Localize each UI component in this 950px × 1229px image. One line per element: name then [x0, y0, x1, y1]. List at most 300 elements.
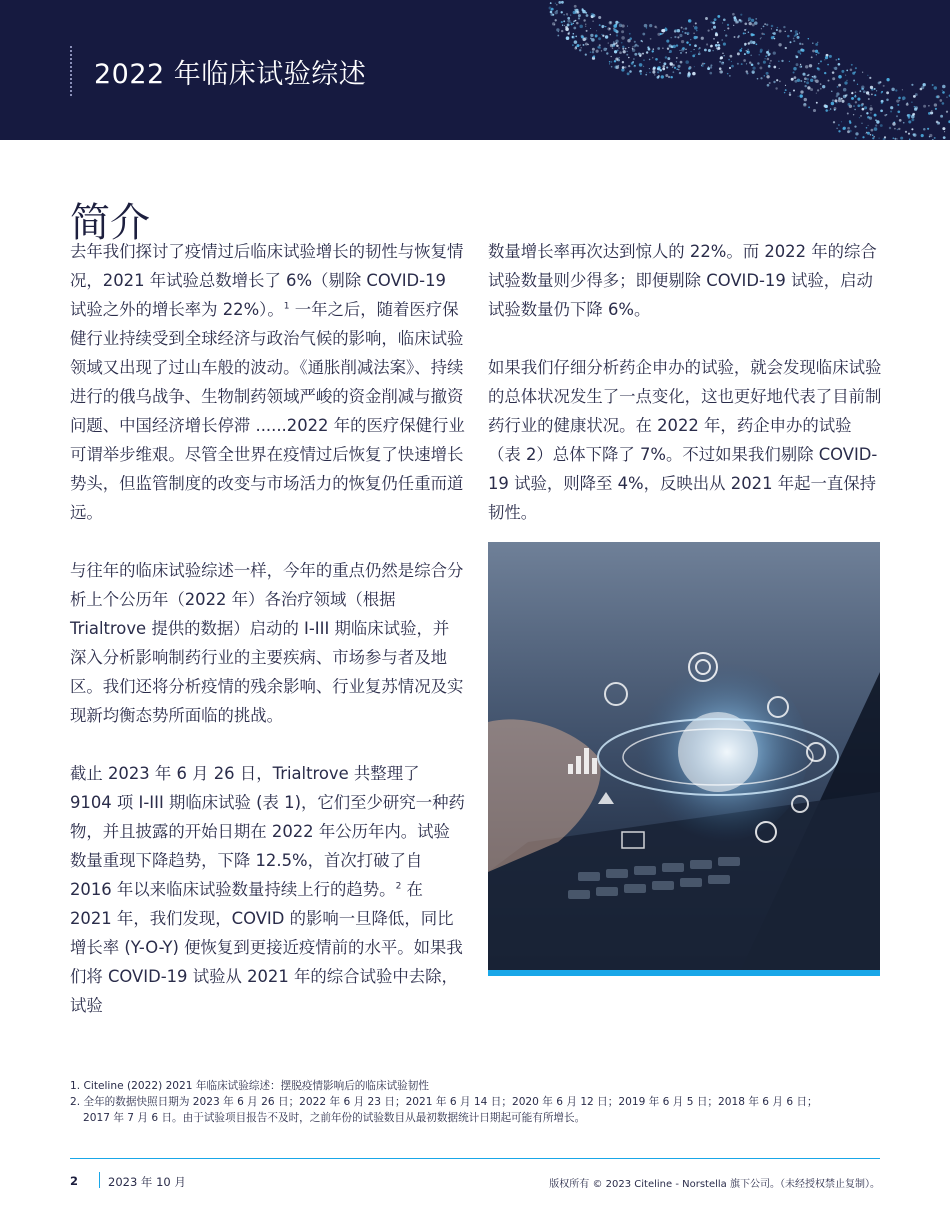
decorative-dot [942, 85, 946, 89]
decorative-dot [591, 38, 595, 42]
decorative-dot [597, 46, 599, 48]
decorative-dot [621, 24, 624, 27]
decorative-dot [640, 73, 642, 75]
decorative-dot [864, 106, 867, 109]
decorative-dot [655, 58, 658, 61]
decorative-dot [632, 61, 634, 63]
decorative-dot [804, 77, 807, 80]
decorative-dot [749, 62, 751, 64]
decorative-dot [878, 81, 881, 84]
decorative-dot [767, 84, 770, 87]
decorative-dot [899, 100, 900, 101]
decorative-dot [790, 30, 792, 32]
decorative-dot [855, 137, 857, 139]
decorative-dot [777, 27, 778, 28]
decorative-dot [578, 17, 580, 19]
decorative-dot [861, 86, 864, 89]
decorative-dot [771, 25, 774, 28]
decorative-dot [676, 61, 677, 62]
decorative-dot [680, 52, 682, 54]
decorative-dot [663, 62, 666, 65]
decorative-dot [558, 1, 561, 4]
decorative-dot [943, 136, 946, 139]
decorative-dot [721, 61, 724, 64]
decorative-dot [658, 77, 659, 78]
decorative-dot [776, 79, 778, 81]
decorative-dot [846, 70, 848, 72]
decorative-dot [568, 33, 570, 35]
decorative-dot [870, 134, 872, 136]
decorative-dot [817, 42, 819, 44]
decorative-dot [555, 3, 556, 4]
decorative-dot [550, 11, 553, 14]
decorative-dot [781, 60, 783, 62]
decorative-dot [886, 78, 889, 81]
decorative-dot [879, 138, 880, 139]
decorative-dot [621, 68, 624, 71]
footnote-2: 2. 全年的数据快照日期为 2023 年 6 月 26 日；2022 年 6 月 23 日；2021 年 6 月 14 日；2020 年 6 月 12 日；2019 年 6 月 5 日；2018 年 6 月 6 日； [70, 1096, 818, 1108]
decorative-dot [866, 127, 868, 129]
decorative-dot [728, 59, 730, 61]
decorative-dot [572, 44, 574, 46]
decorative-dot [756, 43, 758, 45]
header-title: 2022 年临床试验综述 [94, 59, 367, 90]
decorative-dot [894, 128, 896, 130]
decorative-dot [724, 30, 725, 31]
decorative-dot [684, 32, 686, 34]
decorative-dot [793, 71, 795, 73]
decorative-dot [627, 72, 630, 75]
decorative-dot [783, 26, 785, 28]
decorative-dot [567, 15, 568, 16]
decorative-dot [729, 75, 730, 76]
decorative-dot [632, 48, 634, 50]
decorative-dot [849, 120, 851, 122]
right-column [488, 237, 883, 556]
decorative-dot [946, 111, 948, 113]
decorative-dot [610, 34, 612, 36]
decorative-dot [551, 8, 554, 11]
decorative-dot [574, 47, 577, 50]
decorative-dot [693, 32, 695, 34]
decorative-dot [804, 85, 806, 87]
decorative-dot [837, 86, 839, 88]
decorative-dot [897, 129, 899, 131]
decorative-dot [816, 54, 817, 55]
decorative-dot [799, 94, 802, 97]
decorative-dot [857, 84, 858, 85]
decorative-dot [892, 122, 895, 125]
decorative-dot [825, 105, 828, 108]
decorative-dot [867, 75, 868, 76]
decorative-dot [808, 38, 809, 39]
decorative-dot [841, 98, 843, 100]
decorative-dot [666, 67, 668, 69]
decorative-dot [666, 40, 669, 43]
decorative-dot [825, 56, 828, 59]
decorative-dot [773, 51, 776, 54]
decorative-dot [815, 43, 818, 46]
decorative-dot [831, 91, 832, 92]
decorative-dot [727, 73, 729, 75]
decorative-dot [719, 61, 721, 63]
decorative-dot [838, 97, 840, 99]
decorative-dot [880, 110, 882, 112]
decorative-dot [772, 33, 773, 34]
decorative-dot [550, 2, 552, 4]
decorative-dot [645, 74, 647, 76]
decorative-dot [820, 60, 822, 62]
decorative-dot [616, 34, 618, 36]
decorative-dot [576, 22, 579, 25]
decorative-dot [800, 53, 802, 55]
decorative-dot [909, 139, 911, 140]
decorative-dot [737, 52, 740, 55]
decorative-dot [643, 59, 644, 60]
decorative-dot [659, 62, 660, 63]
decorative-dot [942, 102, 945, 105]
decorative-dot [874, 94, 876, 96]
decorative-dot [710, 21, 712, 23]
left-column [70, 237, 465, 1049]
decorative-dot [806, 81, 809, 84]
decorative-dot [808, 106, 810, 108]
decorative-dot [890, 111, 892, 113]
decorative-dot [707, 67, 710, 70]
decorative-dot [613, 24, 617, 28]
decorative-dot [622, 66, 625, 69]
decorative-dot [942, 127, 945, 130]
decorative-dot [745, 33, 746, 34]
decorative-dot [561, 21, 563, 23]
decorative-dot [898, 128, 900, 130]
decorative-dot [905, 131, 907, 133]
decorative-dot [580, 47, 582, 49]
decorative-dot [581, 36, 584, 39]
decorative-dot [555, 19, 557, 21]
decorative-dot [644, 24, 648, 28]
decorative-dot [619, 51, 622, 54]
decorative-dot [812, 50, 815, 53]
decorative-dot [733, 25, 734, 26]
decorative-dot [911, 128, 913, 130]
decorative-dot [743, 32, 745, 34]
decorative-dot [913, 95, 916, 98]
decorative-dot [911, 115, 915, 119]
decorative-dot [619, 60, 620, 61]
decorative-dot [570, 14, 571, 15]
decorative-dot [585, 54, 587, 56]
decorative-dot [883, 85, 885, 87]
decorative-dot [789, 92, 790, 93]
decorative-dot [757, 62, 759, 64]
decorative-dot [906, 103, 909, 106]
decorative-dot [785, 47, 786, 48]
decorative-dot [815, 50, 818, 53]
decorative-dot [653, 48, 655, 50]
decorative-dot [817, 89, 819, 91]
decorative-dot [566, 36, 570, 40]
decorative-dot [652, 57, 653, 58]
copyright-notice: 版权所有 © 2023 Citeline - Norstella 旗下公司。（未经授权禁止复制）。 [549, 1179, 880, 1190]
decorative-dot [676, 57, 678, 59]
decorative-dot [836, 95, 838, 97]
decorative-dot [582, 10, 586, 14]
decorative-dot [785, 89, 787, 91]
decorative-dot [889, 127, 891, 129]
decorative-dot [662, 67, 665, 70]
decorative-dot [694, 66, 695, 67]
decorative-dot [870, 105, 871, 106]
decorative-dot [766, 51, 769, 54]
decorative-dot [902, 99, 903, 100]
decorative-dot [886, 91, 889, 94]
decorative-dot [629, 33, 631, 35]
decorative-dot [727, 24, 729, 26]
decorative-dot [896, 115, 898, 117]
decorative-dot [578, 14, 581, 17]
decorative-dot [838, 58, 840, 60]
decorative-dot [621, 30, 624, 33]
decorative-dot [665, 27, 666, 28]
decorative-dot [660, 33, 662, 35]
decorative-dot [751, 19, 754, 22]
decorative-dot [746, 72, 748, 74]
decorative-dot [649, 68, 650, 69]
decorative-dot [928, 105, 930, 107]
decorative-dot [932, 139, 934, 140]
decorative-dot [896, 100, 899, 103]
image-illustration [488, 542, 880, 976]
decorative-dot [862, 108, 865, 111]
decorative-dot [779, 30, 782, 33]
decorative-dot [743, 59, 746, 62]
decorative-dot [717, 15, 720, 18]
decorative-dot [626, 54, 628, 56]
decorative-dot [571, 23, 573, 25]
decorative-dot [739, 49, 742, 52]
decorative-dot [807, 86, 810, 89]
decorative-dot [802, 73, 805, 76]
decorative-dot [617, 50, 619, 52]
decorative-dot [731, 61, 732, 62]
laptop-digital-globe-image [488, 542, 880, 976]
decorative-dot [908, 133, 910, 135]
decorative-dot [694, 54, 695, 55]
decorative-dot [800, 80, 802, 82]
decorative-dot [685, 52, 687, 54]
decorative-dot [696, 30, 698, 32]
decorative-dot [563, 14, 564, 15]
decorative-dot [898, 97, 901, 100]
decorative-dot [752, 70, 755, 73]
decorative-dot [627, 26, 628, 27]
decorative-dot [676, 44, 678, 46]
decorative-dot [833, 67, 834, 68]
decorative-dot [561, 1, 564, 4]
decorative-dot [611, 56, 612, 57]
decorative-dot [720, 71, 723, 74]
decorative-dot [674, 36, 676, 38]
footnote-ref-2[interactable]: 2 [395, 881, 402, 892]
decorative-dot [567, 23, 570, 26]
decorative-dot [760, 49, 763, 52]
decorative-dot [668, 76, 670, 78]
decorative-dot [656, 28, 657, 29]
decorative-dot [932, 84, 934, 86]
decorative-dot [579, 25, 583, 29]
decorative-dot [944, 131, 945, 132]
decorative-dot [768, 54, 770, 56]
decorative-dot [847, 103, 850, 106]
decorative-dot [662, 29, 666, 32]
decorative-dot [657, 47, 660, 50]
decorative-dot [831, 102, 834, 105]
decorative-dot [872, 134, 874, 136]
decorative-dot [740, 14, 742, 16]
decorative-dot [615, 21, 618, 24]
decorative-dot [834, 67, 837, 70]
decorative-dot [771, 28, 772, 29]
decorative-dot [599, 24, 601, 26]
decorative-dot [763, 61, 766, 64]
decorative-dot [616, 66, 620, 70]
decorative-dot [841, 70, 844, 73]
decorative-dot [946, 97, 947, 98]
decorative-dot [582, 8, 584, 10]
decorative-dot [845, 95, 847, 97]
decorative-dot [874, 114, 877, 117]
decorative-dot [602, 26, 604, 28]
decorative-dots-graphic [530, 0, 950, 140]
decorative-dot [694, 44, 697, 47]
decorative-dot [779, 68, 780, 69]
decorative-dot [665, 74, 668, 77]
decorative-dot [642, 41, 643, 42]
decorative-dot [870, 86, 873, 89]
decorative-dot [583, 19, 585, 21]
decorative-dot [610, 44, 613, 47]
decorative-dot [574, 40, 578, 44]
decorative-dot [838, 84, 841, 87]
decorative-dot [673, 45, 676, 48]
decorative-dot [796, 63, 799, 66]
decorative-dot [832, 99, 834, 101]
header-divider [70, 46, 72, 96]
decorative-dot [710, 45, 713, 48]
decorative-dot [854, 109, 855, 110]
decorative-dot [596, 30, 597, 31]
decorative-dot [674, 30, 677, 33]
decorative-dot [902, 96, 906, 100]
decorative-dot [775, 87, 777, 89]
decorative-dot [766, 75, 769, 78]
decorative-dot [859, 90, 861, 92]
decorative-dot [873, 136, 875, 138]
decorative-dot [816, 102, 818, 104]
decorative-dot [575, 11, 578, 14]
decorative-dot [723, 43, 726, 46]
decorative-dot [730, 55, 733, 58]
decorative-dot [657, 66, 659, 68]
footnote-ref-1[interactable]: 1 [283, 301, 290, 312]
decorative-dot [701, 65, 704, 68]
decorative-dot [633, 58, 635, 60]
decorative-dot [778, 43, 781, 46]
decorative-dot [827, 64, 829, 66]
decorative-dot [642, 53, 644, 55]
decorative-dot [676, 68, 678, 70]
decorative-dot [616, 45, 619, 48]
decorative-dot [618, 22, 619, 23]
decorative-dot [625, 48, 627, 50]
decorative-dot [800, 90, 803, 93]
decorative-dot [695, 22, 697, 24]
decorative-dot [768, 65, 771, 68]
decorative-dot [685, 49, 686, 50]
decorative-dot [734, 36, 736, 38]
decorative-dot [911, 101, 913, 103]
decorative-dot [847, 113, 849, 115]
decorative-dot [621, 42, 623, 44]
decorative-dot [596, 50, 599, 53]
decorative-dot [693, 36, 696, 39]
decorative-dot [812, 76, 813, 77]
decorative-dot [716, 47, 718, 49]
decorative-dot [769, 63, 770, 64]
decorative-dot [851, 97, 854, 100]
decorative-dot [814, 76, 815, 77]
decorative-dot [935, 108, 937, 110]
decorative-dot [569, 32, 570, 33]
decorative-dot [854, 125, 856, 127]
decorative-dot [824, 72, 826, 74]
decorative-dot [643, 66, 644, 67]
decorative-dot [893, 137, 894, 138]
decorative-dot [610, 61, 612, 63]
decorative-dot [810, 88, 813, 91]
decorative-dot [671, 37, 672, 38]
decorative-dot [937, 122, 940, 125]
decorative-dot [851, 92, 853, 94]
decorative-dot [861, 104, 864, 107]
decorative-dot [913, 133, 916, 136]
decorative-dot [618, 47, 619, 48]
decorative-dot [855, 132, 858, 135]
decorative-dot [754, 21, 758, 25]
decorative-dot [890, 106, 893, 109]
decorative-dot [679, 72, 681, 74]
decorative-dot [693, 26, 694, 27]
decorative-dot [562, 25, 563, 26]
decorative-dot [801, 43, 803, 45]
decorative-dot [653, 51, 654, 52]
decorative-dot [622, 61, 624, 63]
decorative-dot [793, 89, 795, 91]
decorative-dot [942, 90, 943, 91]
decorative-dot [923, 128, 926, 131]
decorative-dot [623, 50, 626, 53]
decorative-dot [592, 48, 595, 51]
decorative-dot [687, 33, 689, 35]
decorative-dot [750, 21, 751, 22]
decorative-dot [787, 35, 790, 38]
decorative-dot [662, 65, 665, 68]
decorative-dot [750, 40, 754, 44]
decorative-dot [857, 104, 860, 107]
decorative-dot [715, 44, 718, 47]
decorative-dot [785, 85, 786, 86]
